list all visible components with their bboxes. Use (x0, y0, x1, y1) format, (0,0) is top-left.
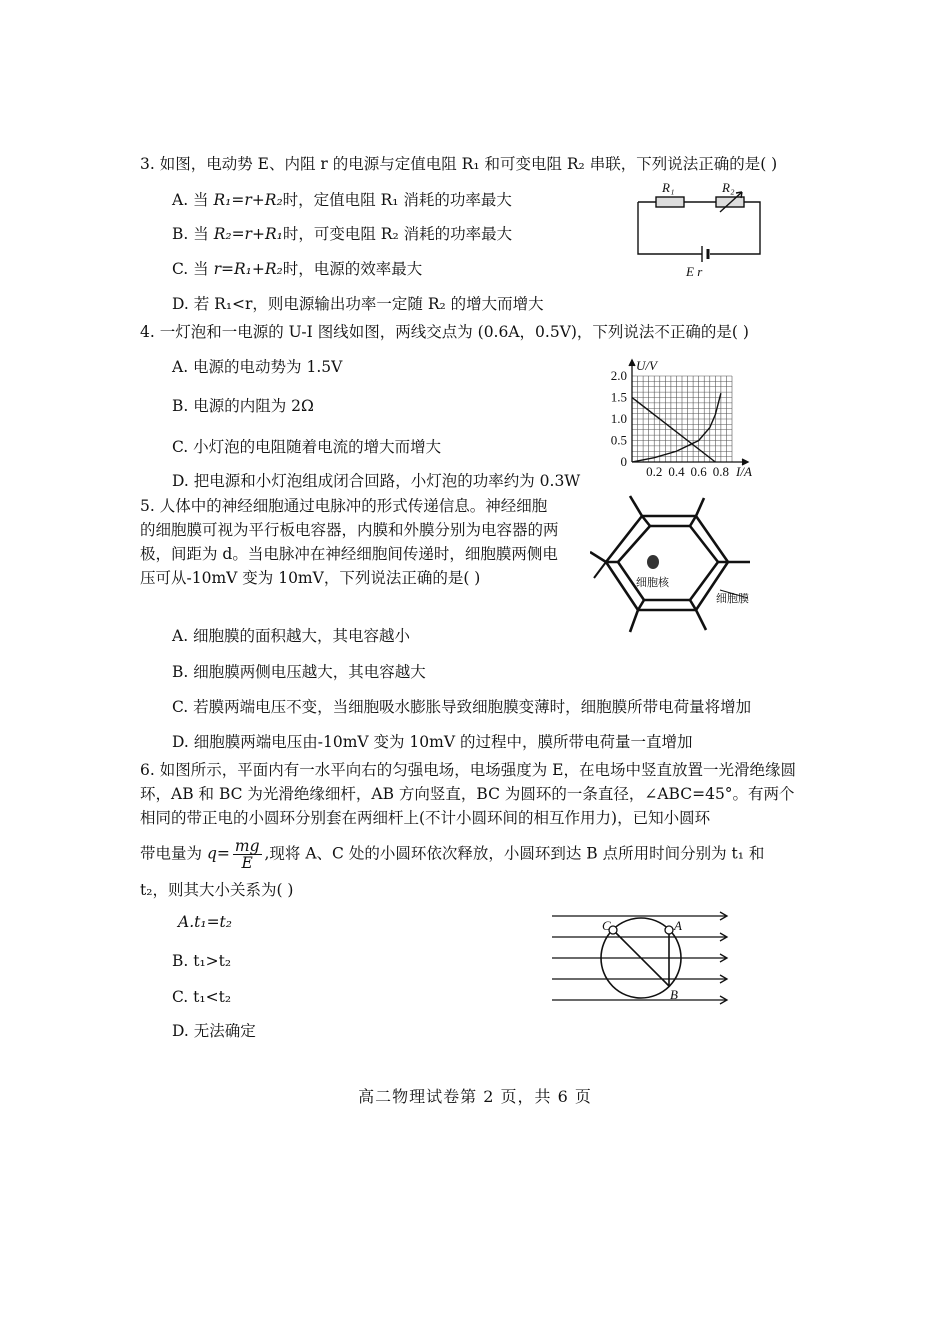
q5-option-b: B. 细胞膜两侧电压越大，其电容越大 (172, 663, 426, 681)
q6-stem-part1: 6. 如图所示，平面内有一水平向右的匀强电场，电场强度为 E，在电场中竖直放置一光滑绝缘圆环，AB 和 BC 为光滑绝缘细杆，AB 方向竖直，BC 为圆环的一条直径，∠ABC=45°。有两个相同的带正电的小圆环分别套在两细杆上(不计小圆环间的相互作用力)，已知小圆环 (140, 761, 796, 827)
q4-option-c: C. 小灯泡的电阻随着电流的增大而增大 (172, 438, 442, 456)
page-footer: 高二物理试卷第 2 页，共 6 页 (358, 1087, 592, 1106)
r2-label: R₂ (722, 180, 735, 195)
q6-option-a: A.t₁=t₂ (178, 913, 232, 931)
q3-option-a: A. 当 R₁=r+R₂时，定值电阻 R₁ 消耗的功率最大 (172, 191, 512, 209)
q4-ui-chart (596, 352, 766, 482)
q3-stem: 3. 如图，电动势 E、内阻 r 的电源与定值电阻 R₁ 和可变电阻 R₂ 串联，下列说法正确的是( ) (140, 155, 778, 173)
q5-cell-figure (590, 494, 775, 636)
q3-circuit-figure (632, 180, 767, 280)
y-tick-label: 0.5 (610, 432, 627, 448)
nucleus-label: 细胞核 (636, 577, 669, 589)
q5-stem: 5. 人体中的神经细胞通过电脉冲的形式传递信息。神经细胞的细胞膜可视为平行板电容器，内膜和外膜分别为电容器的两极，间距为 d。当电脉冲在神经细胞间传递时，细胞膜两侧电压可从-10mV 变为 10mV，下列说法正确的是( ) (140, 497, 559, 587)
q6-option-d: D. 无法确定 (172, 1022, 256, 1040)
q6-stem-part3: t₂，则其大小关系为( ) (140, 881, 294, 899)
point-a-label: A (674, 918, 682, 933)
y-axis-arrow (629, 360, 635, 366)
q5-option-c: C. 若膜两端电压不变，当细胞吸水膨胀导致细胞膜变薄时，细胞膜所带电荷量将增加 (172, 698, 752, 716)
x-axis-label: I/A (736, 464, 752, 479)
y-tick-label: 1.5 (610, 389, 627, 405)
q6-option-b: B. t₁>t₂ (172, 952, 232, 970)
y-axis-label: U/V (636, 358, 657, 373)
r1-label: R₁ (662, 180, 675, 195)
point-b-label: B (670, 987, 678, 1002)
q5-option-d: D. 细胞膜两端电压由-10mV 变为 10mV 的过程中，膜所带电荷量一直增加 (172, 733, 693, 751)
y-tick-label: 2.0 (610, 368, 627, 383)
membrane-label: 细胞膜 (716, 593, 749, 605)
q6-field-figure (550, 908, 732, 1008)
y-tick-label: 1.0 (610, 411, 627, 426)
q5-option-a: A. 细胞膜的面积越大，其电容越小 (172, 627, 411, 645)
q3-option-b: B. 当 R₂=r+R₁时，可变电阻 R₂ 消耗的功率最大 (172, 225, 513, 243)
x-tick-label: 0.4 (668, 464, 685, 479)
q6-stem-part2: 带电量为 q= $\frac{mg}{E}$ ,现将 A、C 处的小圆环依次释放，小圆环到达 B 点所用时间分别为 t₁ 和 (140, 837, 765, 872)
charge-fraction: $\frac{mg}{E}$ (234, 837, 260, 872)
q4-option-b: B. 电源的内阻为 2Ω (172, 397, 314, 415)
q4-option-a: A. 电源的电动势为 1.5V (172, 358, 343, 376)
point-c-label: C (602, 918, 611, 933)
q3-option-d: D. 若 R₁<r，则电源输出功率一定随 R₂ 的增大而增大 (172, 295, 544, 313)
q4-stem: 4. 一灯泡和一电源的 U-I 图线如图，两线交点为 (0.6A，0.5V)，下列说法不正确的是( ) (140, 323, 749, 341)
q4-option-d: D. 把电源和小灯泡组成闭合回路，小灯泡的功率约为 0.3W (172, 472, 581, 490)
source-label: E r (686, 264, 703, 279)
q3-option-c: C. 当 r=R₁+R₂时，电源的效率最大 (172, 260, 423, 278)
x-tick-label: 0.6 (690, 464, 707, 479)
y-tick-label: 0 (620, 454, 627, 469)
x-tick-label: 0.8 (712, 464, 730, 479)
x-tick-label: 0.2 (646, 464, 663, 479)
q6-option-c: C. t₁<t₂ (172, 988, 232, 1006)
